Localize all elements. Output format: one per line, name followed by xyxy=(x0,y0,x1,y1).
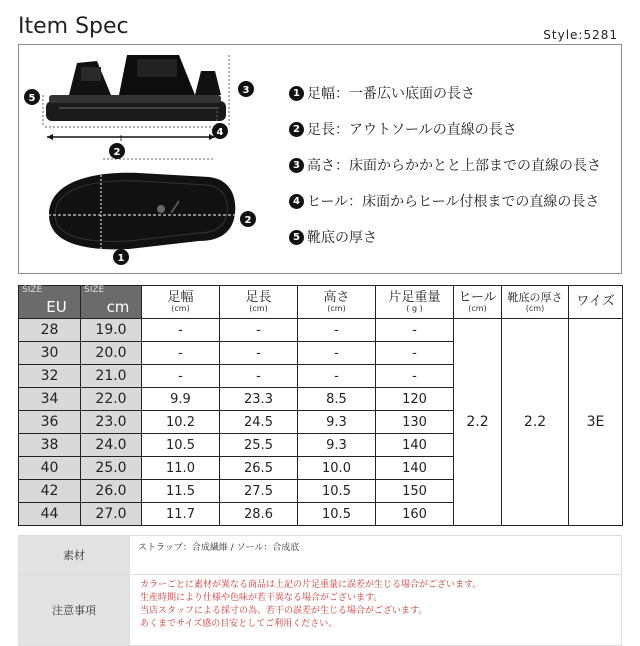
legend-text: ヒール：床面からヒール付根までの直線の長さ xyxy=(307,194,600,210)
material-label: 素材 xyxy=(19,536,130,575)
table-row: 40 25.0 11.0 26.5 10.0 140 xyxy=(19,457,623,480)
material-text: ストラップ：合成繊維 / ソール：合成底 xyxy=(130,536,622,575)
table-row: 42 26.0 11.5 27.5 10.5 150 xyxy=(19,480,623,503)
caution-line: 生産時期により仕様や色味が若干異なる場合がございます。 xyxy=(140,593,383,603)
heel-value: 2.2 xyxy=(454,319,502,526)
style-number: Style:5281 xyxy=(543,28,618,42)
legend-item-length xyxy=(289,111,629,147)
number-badge: 3 xyxy=(289,158,304,173)
marker-1 xyxy=(113,249,129,265)
legend-text: 靴底の厚さ xyxy=(307,230,377,246)
number-badge: 1 xyxy=(289,86,304,101)
header-wise: ワイズ xyxy=(569,286,623,319)
table-row: 38 24.0 10.5 25.5 9.3 140 xyxy=(19,434,623,457)
cm-label: cm xyxy=(106,298,130,317)
legend-item-width xyxy=(289,75,629,111)
spec-diagram-box xyxy=(18,44,622,274)
caution-row xyxy=(19,575,622,646)
number-badge: 2 xyxy=(289,122,304,137)
marker-5 xyxy=(24,89,40,105)
marker-2-sole xyxy=(240,211,256,227)
number-badge: 4 xyxy=(289,194,304,209)
header-heel: ヒール (cm) xyxy=(454,286,502,319)
size-label: SIZE xyxy=(84,285,105,295)
page-title: Item Spec xyxy=(18,14,129,39)
svg-text:4: 4 xyxy=(216,127,224,138)
sandal-side-view xyxy=(46,55,226,121)
header-length: 足長 (cm) xyxy=(220,286,298,319)
legend-item-height xyxy=(289,147,629,183)
svg-text:2: 2 xyxy=(113,147,121,158)
header-eu xyxy=(19,286,81,319)
sole-value: 2.2 xyxy=(502,319,569,526)
eu-label: EU xyxy=(46,298,67,317)
table-row: 44 27.0 11.7 28.6 10.5 160 xyxy=(19,503,623,526)
header-width: 足幅 (cm) xyxy=(142,286,220,319)
header-sole: 靴底の厚さ (cm) xyxy=(502,286,569,319)
svg-text:5: 5 xyxy=(28,93,36,104)
caution-text xyxy=(130,575,622,646)
legend-text: 足幅：一番広い底面の長さ xyxy=(307,86,475,102)
sandal-figure xyxy=(19,45,284,273)
marker-3 xyxy=(238,81,254,97)
svg-text:1: 1 xyxy=(117,253,125,264)
table-row: 34 22.0 9.9 23.3 8.5 120 xyxy=(19,388,623,411)
wise-value: 3E xyxy=(569,319,623,526)
marker-2-side xyxy=(109,143,125,159)
measurement-legend xyxy=(289,75,629,255)
svg-text:3: 3 xyxy=(242,85,250,96)
notes-table xyxy=(18,535,622,646)
marker-4 xyxy=(212,123,228,139)
header-weight: 片足重量 ( g ) xyxy=(376,286,454,319)
legend-text: 高さ：床面からかかとと上部までの直線の長さ xyxy=(307,158,601,174)
caution-line: 当店スタッフによる採寸の為、若干の誤差が生じる場合がございます。 xyxy=(140,606,428,616)
caution-line: あくまでサイズ感の目安としてご利用ください。 xyxy=(140,619,338,629)
sandal-sole-view xyxy=(49,173,235,250)
number-badge: 5 xyxy=(289,230,304,245)
legend-text: 足長：アウトソールの直線の長さ xyxy=(307,122,517,138)
caution-line: カラーごとに素材が異なる商品は上記の片足重量に誤差が生じる場合がございます。 xyxy=(140,580,482,590)
header-height: 高さ (cm) xyxy=(298,286,376,319)
table-row: 36 23.0 10.2 24.5 9.3 130 xyxy=(19,411,623,434)
svg-text:2: 2 xyxy=(244,215,252,226)
table-row: 32 21.0 - - - - xyxy=(19,365,623,388)
legend-item-heel xyxy=(289,183,629,219)
header-cm xyxy=(81,286,142,319)
legend-item-sole xyxy=(289,219,629,255)
caution-label: 注意事項 xyxy=(19,575,130,646)
size-table xyxy=(18,285,623,526)
table-row: 30 20.0 - - - - xyxy=(19,342,623,365)
table-row: 28 19.0 - - - - 2.2 2.2 3E xyxy=(19,319,623,342)
size-label: SIZE xyxy=(22,285,43,295)
material-row xyxy=(19,536,622,575)
